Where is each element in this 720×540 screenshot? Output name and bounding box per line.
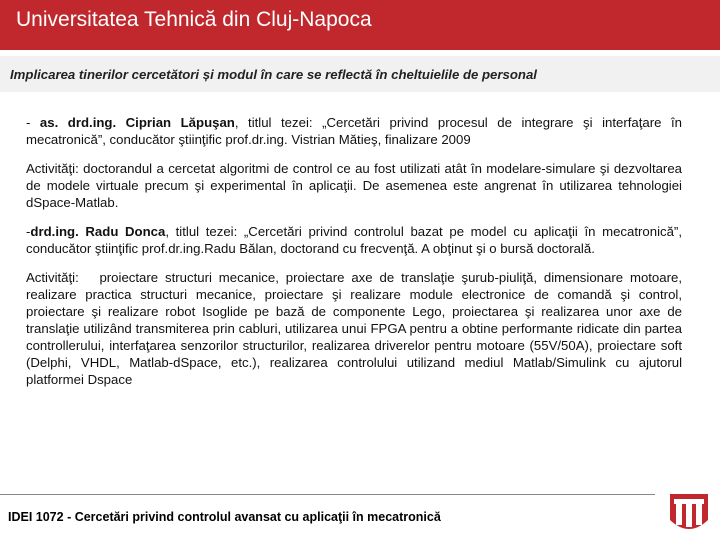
footer-divider [0, 494, 655, 495]
researcher-name-donca: drd.ing. Radu Donca [30, 224, 166, 239]
slide-subtitle: Implicarea tinerilor cercetători și modul în care se reflectă în cheltuielile de personal [10, 67, 537, 82]
slide-content [26, 114, 686, 400]
thesis-details-donca: , titlul tezei: „Cercetări privind controlul bazat pe model cu aplicaţii în mecatronică”, conducător ştiinţific prof.dr.ing.Radu Bălan, doctorand cu frecvenţă. A obţinut şi o bursă doctorală. [26, 224, 682, 256]
university-title: Universitatea Tehnică din Cluj-Napoca [16, 8, 372, 31]
researcher-name-lapusan: as. drd.ing. Ciprian Lăpuşan [39, 115, 235, 130]
footer-project-title: IDEI 1072 - Cercetări privind controlul avansat cu aplicaţii în mecatronică [8, 510, 441, 524]
list-dash: - [26, 224, 31, 239]
paragraph-activities-donca: Activităţi: proiectare structuri mecanice, proiectare axe de translaţie şurub-piuliţă, dimensionare motoare, realizare practica structuri mecanice, proiectare şi realizare module electronice de comandă şi control, proiectare şi realizare robot Isoglide pe bază de componente Lego, proiectarea şi realizarea unor axe de translaţie utilizând transmiterea prin cabluri, utilizarea unui FPGA pentru a obtine performante ridicate din partea controllerului, interfaţarea senzorilor structurilor, realizarea driverelor pentru motoare (55V/50A), proiectare soft (Delphi, VHDL, Matlab-dSpace, etc.), realizarea controlului utilizand mediul Matlab/Simulink cu ajutorul platformei Dspace [26, 270, 686, 387]
paragraph-activities-lapusan: Activităţi: doctorandul a cercetat algoritmi de control ce au fost utilizati atât în modelare-simulare şi dezvoltarea de modele virtuale precum şi experimental în aplicaţii. De asemenea este angrenat în utilizarea tehnologiei dSpace-Matlab. [26, 161, 682, 210]
paragraph-donca [26, 223, 682, 257]
paragraph-lapusan [26, 114, 682, 148]
header-bar [0, 0, 720, 50]
subtitle-band [0, 56, 720, 92]
university-logo-icon [664, 490, 714, 538]
thesis-details-lapusan: , titlul tezei: „Cercetări privind procesul de integrare şi interfaţare în mecatronică”, conducător ştiinţific prof.dr.ing. Vistrian Mătieş, finalizare 2009 [26, 115, 682, 147]
list-dash: - [26, 115, 40, 130]
